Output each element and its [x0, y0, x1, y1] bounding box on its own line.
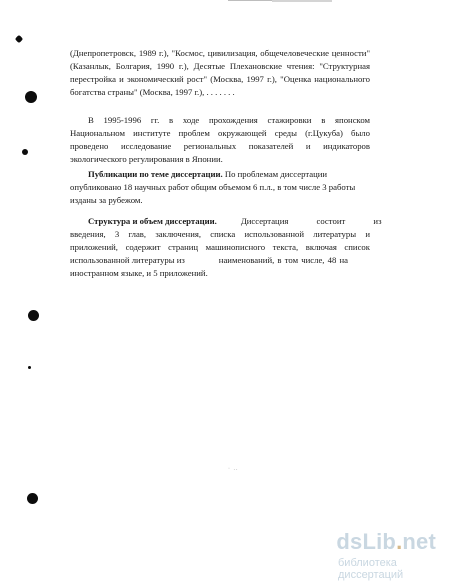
paragraph-events	[70, 47, 370, 99]
text-line: экологического регулирования в Японии.	[70, 154, 223, 164]
text-line: изданы за рубежом.	[70, 195, 143, 205]
text-line: иностранном языке, и 5 приложений.	[70, 268, 208, 278]
scan-blot	[15, 35, 23, 43]
watermark-subtitle: библиотека диссертаций	[338, 557, 404, 581]
logo-dot: .	[396, 529, 403, 554]
punch-hole-mark	[25, 91, 37, 103]
text-line: проведено исследование региональных показателей и индикаторов	[70, 141, 370, 151]
text-line: опубликовано 18 научных работ общим объемом 6 п.л., в том числе 3 работы	[70, 182, 356, 192]
top-edge-line-2	[272, 0, 332, 2]
section-heading-structure: Структура и объем диссертации.	[88, 216, 217, 226]
logo-tld: net	[402, 529, 436, 554]
text-line: введения, 3 глав, заключения, списка использованной литературы и	[70, 229, 370, 239]
text-line: (Казанлык, Болгария, 1990 г.), Десятые Плехановские чтения: "Структурная	[70, 61, 370, 71]
text-run: По проблемам диссертации	[222, 169, 328, 179]
paragraph-structure	[70, 215, 382, 280]
text-line	[70, 215, 382, 228]
text-line: перестройка и экономический рост" (Москва, 1997 г.), "Оценка национального	[70, 74, 370, 84]
text-line: Национальном институте проблем окружающей среды (г.Цукуба) было	[70, 128, 370, 138]
punch-hole-mark	[28, 310, 39, 321]
text-line: (Днепропетровск, 1989 г.), "Космос, цивилизация, общечеловеческие ценности"	[70, 48, 370, 58]
text-line	[70, 168, 370, 181]
text-line: приложений, содержит страниц машинописного текста, включая список	[70, 242, 370, 252]
text-run: использованной литературы из	[70, 255, 185, 265]
scan-noise: · ..	[228, 466, 239, 472]
punch-hole-mark	[27, 493, 38, 504]
watermark-logo	[336, 529, 436, 555]
text-line	[70, 254, 370, 267]
scan-blot	[22, 149, 28, 155]
logo-text: dsLib	[336, 529, 397, 554]
text-line: богатства страны" (Москва, 1997 г.), . . . . . . .	[70, 87, 235, 97]
watermark	[336, 529, 436, 581]
text-run: наименований, в том числе, 48 на	[218, 255, 349, 265]
paragraph-publications	[70, 168, 370, 207]
scan-blot	[28, 366, 31, 369]
text-run: Диссертация состоит из	[240, 216, 382, 226]
paragraph-internship	[70, 114, 370, 166]
section-heading-publications: Публикации по теме диссертации.	[88, 169, 223, 179]
text-line: В 1995-1996 гг. в ходе прохождения стажировки в японском	[88, 115, 370, 125]
